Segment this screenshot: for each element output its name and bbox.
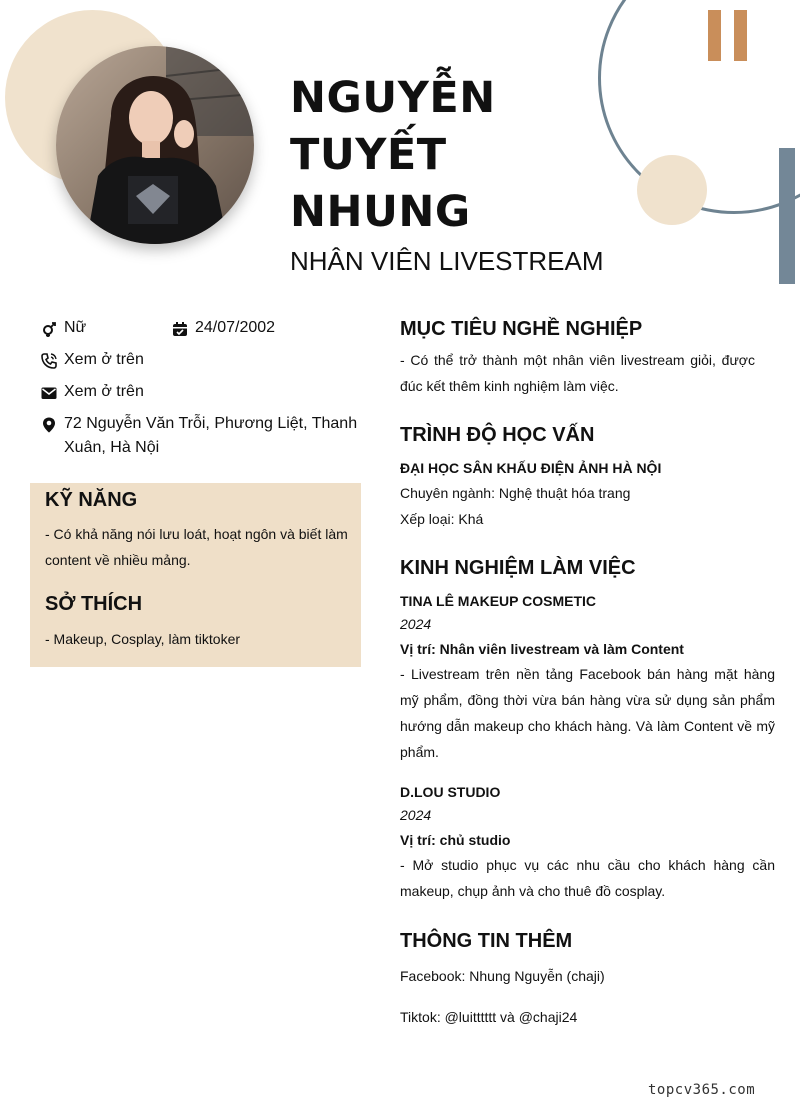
job-2-description: - Mở studio phục vụ các nhu cầu cho khách hàng cần makeup, chụp ảnh và cho thuê đồ cosplay.	[400, 857, 775, 899]
birthday-value: 24/07/2002	[195, 319, 276, 336]
job-2-company: D.LOU STUDIO	[400, 784, 501, 800]
name-line-1: NGUYỄN	[290, 73, 496, 123]
watermark: topcv365.com	[648, 1082, 756, 1098]
additional-heading: THÔNG TIN THÊM	[400, 930, 573, 952]
job-1-year: 2024	[400, 616, 432, 632]
gender-value: Nữ	[64, 319, 87, 336]
contact-birthday	[172, 319, 275, 340]
job-title: NHÂN VIÊN LIVESTREAM	[290, 246, 604, 276]
job-2-year: 2024	[400, 807, 432, 823]
contact-address	[41, 415, 361, 460]
experience-heading: KINH NGHIỆM LÀM VIỆC	[400, 557, 636, 579]
profile-photo	[56, 46, 254, 244]
facebook-text: Facebook: Nhung Nguyễn (chaji)	[400, 968, 605, 984]
envelope-icon	[41, 385, 57, 401]
job-2-position: Vị trí: chủ studio	[400, 832, 511, 848]
objective-heading: MỤC TIÊU NGHỀ NGHIỆP	[400, 318, 643, 340]
hobbies-heading: SỞ THÍCH	[45, 593, 143, 615]
education-heading: TRÌNH ĐỘ HỌC VẤN	[400, 424, 595, 446]
education-major: Chuyên ngành: Nghệ thuật hóa trang	[400, 485, 631, 501]
skills-text: - Có khả năng nói lưu loát, hoạt ngôn và biết làm content về nhiều mảng.	[45, 526, 348, 568]
tiktok-text: Tiktok: @luitttttt và @chaji24	[400, 1009, 578, 1025]
email-value: Xem ở trên	[64, 383, 144, 400]
decor-beige-dot	[637, 155, 707, 225]
hobbies-text: - Makeup, Cosplay, làm tiktoker	[45, 631, 241, 647]
education-school: ĐẠI HỌC SÂN KHẤU ĐIỆN ẢNH HÀ NỘI	[400, 460, 662, 476]
contact-gender	[41, 319, 86, 340]
phone-value: Xem ở trên	[64, 351, 144, 368]
decor-copper-bar-left	[708, 10, 721, 61]
calendar-icon	[172, 321, 188, 337]
job-1-position: Vị trí: Nhân viên livestream và làm Content	[400, 641, 684, 657]
job-1-company: TINA LÊ MAKEUP COSMETIC	[400, 593, 597, 609]
gender-icon	[41, 321, 57, 337]
full-name	[290, 70, 496, 241]
skills-hobbies-box	[30, 483, 361, 667]
address-value: 72 Nguyễn Văn Trỗi, Phương Liệt, Thanh Xuân, Hà Nội	[64, 415, 358, 456]
job-1-description: - Livestream trên nền tảng Facebook bán hàng mặt hàng mỹ phẩm, đồng thời vừa bán hàng vừa sử dụng sản phẩm hướng dẫn makeup cho khách hàng. Và làm Content về mỹ phẩm.	[400, 666, 775, 760]
decor-copper-bar-right	[734, 10, 747, 61]
education-grade: Xếp loại: Khá	[400, 511, 484, 527]
contact-phone	[41, 351, 144, 372]
name-line-2: TUYẾT	[290, 130, 447, 180]
decor-side-bar	[779, 148, 795, 284]
objective-text: - Có thể trở thành một nhân viên livestream giỏi, được đúc kết thêm kinh nghiệm làm việc.	[400, 352, 755, 394]
map-pin-icon	[41, 417, 57, 433]
contact-email	[41, 383, 144, 404]
name-line-3: NHUNG	[290, 187, 471, 237]
skills-heading: KỸ NĂNG	[45, 489, 138, 511]
phone-icon	[41, 353, 57, 369]
